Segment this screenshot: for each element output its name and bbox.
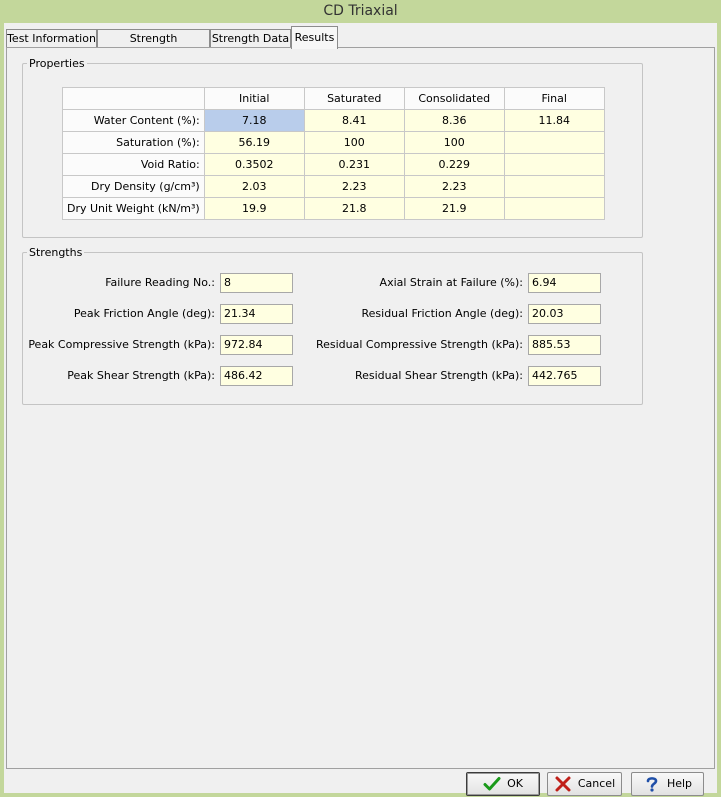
- tab-strength-information[interactable]: Strength: [97, 29, 210, 48]
- strengths-group: [22, 246, 643, 405]
- row-header-dry-density[interactable]: Dry Density (g/cm³): [63, 176, 205, 198]
- peak-compressive-strength-field[interactable]: 972.84: [220, 335, 293, 355]
- help-button[interactable]: [631, 772, 704, 796]
- table-row: [63, 198, 605, 220]
- row-header-water-content[interactable]: Water Content (%):: [63, 110, 205, 132]
- residual-friction-angle-field[interactable]: 20.03: [528, 304, 601, 324]
- table-cell[interactable]: 2.03: [204, 176, 304, 198]
- column-header-saturated[interactable]: Saturated: [304, 88, 404, 110]
- table-cell[interactable]: [504, 198, 604, 220]
- table-row: [63, 132, 605, 154]
- table-row: [63, 176, 605, 198]
- axial-strain-field[interactable]: 6.94: [528, 273, 601, 293]
- residual-compressive-strength-label: Residual Compressive Strength (kPa):: [315, 338, 523, 351]
- table-cell[interactable]: 19.9: [204, 198, 304, 220]
- properties-group-label: Properties: [29, 57, 85, 70]
- row-header-dry-unit-weight[interactable]: Dry Unit Weight (kN/m³): [63, 198, 205, 220]
- table-cell[interactable]: 56.19: [204, 132, 304, 154]
- table-cell[interactable]: 2.23: [404, 176, 504, 198]
- table-cell[interactable]: 21.9: [404, 198, 504, 220]
- failure-reading-field[interactable]: 8: [220, 273, 293, 293]
- column-header-consolidated[interactable]: Consolidated: [404, 88, 504, 110]
- cancel-button-label: Cancel: [577, 777, 616, 790]
- table-cell[interactable]: 2.23: [304, 176, 404, 198]
- ok-button-label: OK: [507, 777, 523, 790]
- table-row: [63, 110, 605, 132]
- residual-shear-strength-label: Residual Shear Strength (kPa):: [354, 369, 523, 382]
- dialog-client: [4, 23, 717, 793]
- properties-table: [62, 87, 605, 220]
- row-header-saturation[interactable]: Saturation (%):: [63, 132, 205, 154]
- question-icon: [643, 775, 661, 793]
- table-cell[interactable]: [504, 154, 604, 176]
- table-cell[interactable]: [504, 132, 604, 154]
- table-cell[interactable]: [504, 176, 604, 198]
- cancel-button[interactable]: [547, 772, 622, 796]
- ok-button[interactable]: [466, 772, 540, 796]
- checkmark-icon: [483, 775, 501, 793]
- failure-reading-label: Failure Reading No.:: [105, 276, 215, 289]
- table-row: [63, 154, 605, 176]
- peak-compressive-strength-label: Peak Compressive Strength (kPa):: [28, 338, 215, 351]
- residual-friction-angle-label: Residual Friction Angle (deg):: [361, 307, 523, 320]
- tab-test-information[interactable]: Test Information: [6, 29, 97, 48]
- column-header-final[interactable]: Final: [504, 88, 604, 110]
- table-cell[interactable]: 21.8: [304, 198, 404, 220]
- help-button-label: Help: [666, 777, 693, 790]
- table-cell[interactable]: 7.18: [204, 110, 304, 132]
- row-header-void-ratio[interactable]: Void Ratio:: [63, 154, 205, 176]
- table-cell[interactable]: 11.84: [504, 110, 604, 132]
- axial-strain-label: Axial Strain at Failure (%):: [379, 276, 523, 289]
- table-cell[interactable]: 100: [404, 132, 504, 154]
- table-corner: [63, 88, 205, 110]
- table-cell[interactable]: 8.36: [404, 110, 504, 132]
- peak-friction-angle-label: Peak Friction Angle (deg):: [73, 307, 215, 320]
- table-cell[interactable]: 0.229: [404, 154, 504, 176]
- results-panel: [6, 47, 715, 769]
- residual-shear-strength-field[interactable]: 442.765: [528, 366, 601, 386]
- table-cell[interactable]: 8.41: [304, 110, 404, 132]
- table-cell[interactable]: 100: [304, 132, 404, 154]
- table-cell[interactable]: 0.3502: [204, 154, 304, 176]
- table-cell[interactable]: 0.231: [304, 154, 404, 176]
- table-header-row: [63, 88, 605, 110]
- peak-shear-strength-field[interactable]: 486.42: [220, 366, 293, 386]
- window-title: CD Triaxial: [323, 3, 398, 19]
- strengths-group-label: Strengths: [29, 246, 83, 259]
- tab-results[interactable]: Results: [291, 26, 338, 49]
- peak-shear-strength-label: Peak Shear Strength (kPa):: [67, 369, 215, 382]
- x-icon: [554, 775, 572, 793]
- residual-compressive-strength-field[interactable]: 885.53: [528, 335, 601, 355]
- properties-group: [22, 57, 643, 238]
- peak-friction-angle-field[interactable]: 21.34: [220, 304, 293, 324]
- column-header-initial[interactable]: Initial: [204, 88, 304, 110]
- tab-strength-data[interactable]: Strength Data: [210, 29, 291, 48]
